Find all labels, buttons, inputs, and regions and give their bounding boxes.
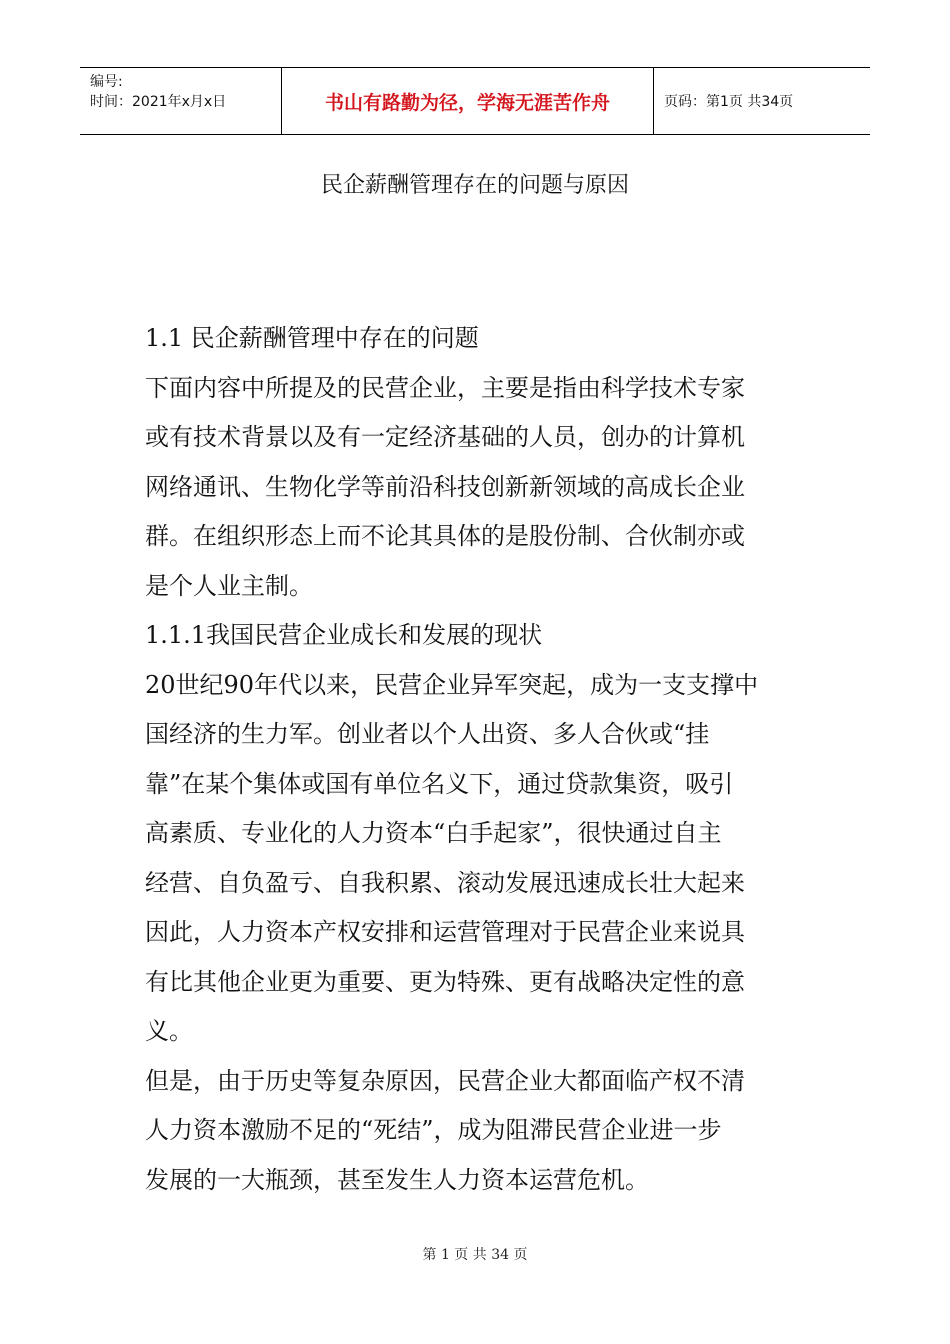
body-line: 有比其他企业更为重要、更为特殊、更有战略决定性的意 [145, 967, 745, 996]
document-header [80, 67, 870, 135]
body-line: 下面内容中所提及的民营企业，主要是指由科学技术专家 [145, 373, 745, 402]
body-line: 1.1.1我国民营企业成长和发展的现状 [145, 621, 543, 649]
body-line: 人力资本激励不足的“死结”，成为阻滞民营企业进一步 [145, 1116, 722, 1144]
body-line: 高素质、专业化的人力资本“白手起家”，很快通过自主 [145, 819, 722, 847]
body-line: 国经济的生力军。创业者以个人出资、多人合伙或“挂 [145, 720, 710, 748]
header-page-info: 页码：第1页 共34页 [664, 94, 794, 110]
body-line: 是个人业主制。 [145, 571, 313, 600]
body-line: 群。在组织形态上而不论其具体的是股份制、合伙制亦或 [145, 522, 745, 550]
body-line: 经营、自负盈亏、自我积累、滚动发展迅速成长壮大起来 [145, 868, 745, 897]
body-line: 20世纪90年代以来，民营企业异军突起，成为一支支撑中 [145, 670, 759, 699]
body-line: 但是，由于历史等复杂原因，民营企业大都面临产权不清 [145, 1066, 745, 1095]
body-line: 靠”在某个集体或国有单位名义下，通过贷款集资，吸引 [145, 769, 734, 798]
header-motto: 书山有路勤为径，学海无涯苦作舟 [282, 68, 654, 134]
body-line: 发展的一大瓶颈，甚至发生人力资本运营危机。 [145, 1165, 649, 1194]
document-title: 民企薪酬管理存在的问题与原因 [320, 173, 629, 198]
page-footer: 第 1 页 共 34 页 [422, 1247, 528, 1263]
body-line: 1.1 民企薪酬管理中存在的问题 [145, 324, 479, 352]
header-meta [80, 68, 282, 134]
number-label: 编号: [90, 74, 123, 90]
document-body [145, 314, 810, 1205]
body-line: 网络通讯、生物化学等前沿科技创新新领域的高成长企业 [145, 472, 745, 501]
body-line: 因此，人力资本产权安排和运营管理对于民营企业来说具 [145, 918, 745, 946]
body-line: 义。 [145, 1017, 193, 1045]
time-label: 时间：2021年x月x日 [90, 94, 227, 110]
body-line: 或有技术背景以及有一定经济基础的人员，创办的计算机 [145, 423, 745, 451]
